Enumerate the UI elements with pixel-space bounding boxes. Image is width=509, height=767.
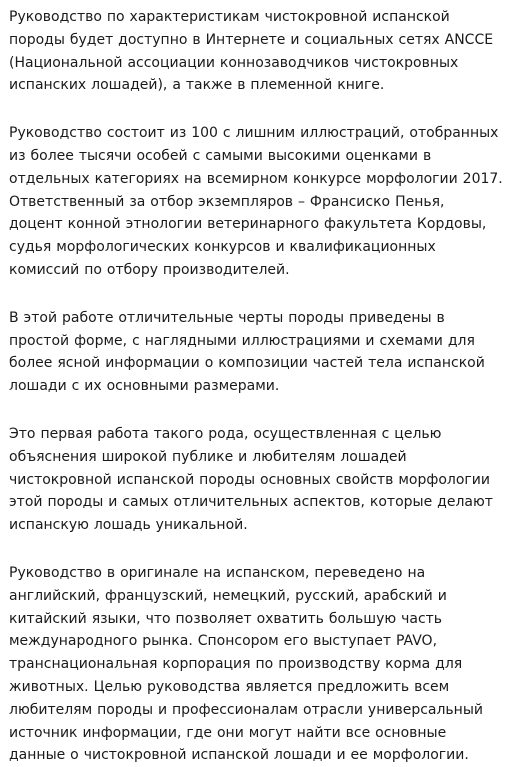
paragraph-1: Руководство по характеристикам чистокровной испанской породы будет доступно в Интернете и социальных сетях ANCCE (Национальной ассоциации коннозаводчиков чистокровных испанских лошадей), а также в племенной книге. bbox=[9, 9, 494, 94]
article-body bbox=[9, 6, 503, 767]
paragraph-5: Руководство в оригинале на испанском, переведено на английский, французский, немецкий, русский, арабский и китайский языки, что позволяет охватить большую часть международного рынка. Спонсором его выступает PAVO, транснациональная корпорация по производству корма для животных. Целью руководства является предложить всем любителям породы и профессионалам отрасли универсальный источник информации, где они могут найти все основные данные о чистокровной испанской лошади и ее морфологии. bbox=[9, 564, 483, 764]
paragraph-3: В этой работе отличительные черты породы приведены в простой форме, с наглядными иллюстрациями и схемами для более ясной информации о композиции частей тела испанской лошади с их основными размерами. bbox=[9, 309, 485, 395]
paragraph-4: Это первая работа такого рода, осуществленная с целью объяснения широкой публике и любителям лошадей чистокровной испанской породы основных свойств морфологии этой породы и самых отличительных аспектов, которые делают испанскую лошадь уникальной. bbox=[9, 425, 493, 534]
paragraph-2: Руководство состоит из 100 с лишним иллюстраций, отобранных из более тысячи особей с самыми высокими оценками в отдельных категориях на всемирном конкурсе морфологии 2017. Ответственный за отбор экземпляров – Франсиско Пенья, доцент конной этнологии ветеринарного факультета Кордовы, судья морфологических конкурсов и квалификационных комиссий по отбору производителей. bbox=[9, 125, 503, 278]
